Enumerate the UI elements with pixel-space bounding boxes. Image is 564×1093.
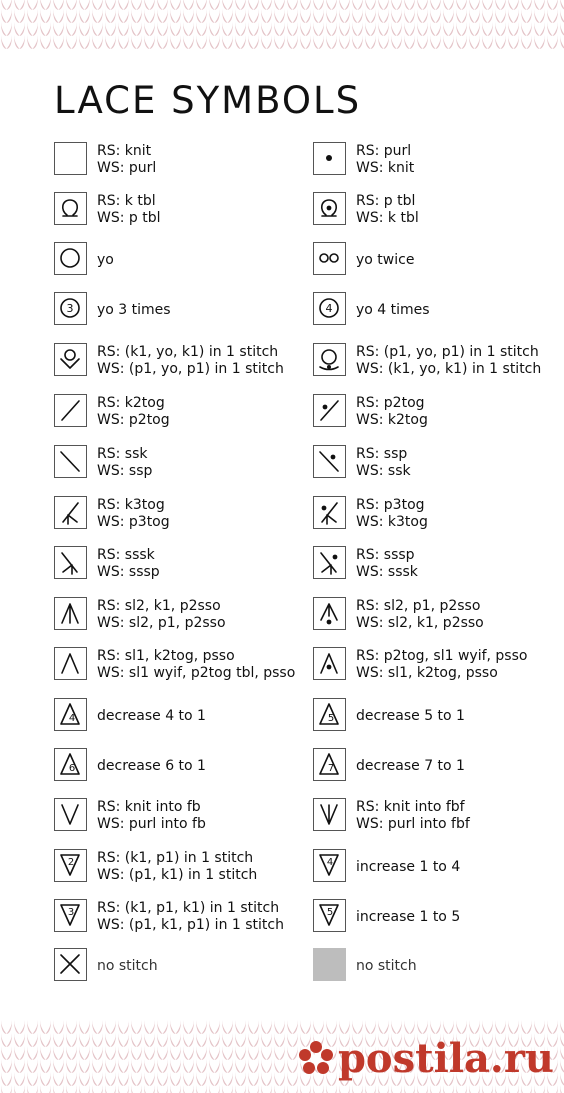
- legend-entry: [54, 595, 314, 635]
- symbol-description: [356, 140, 564, 180]
- legend-entry: [54, 494, 314, 534]
- symbol-description: [356, 190, 564, 230]
- legend-entry: [313, 645, 564, 685]
- knit-fbf-icon: [313, 798, 346, 831]
- symbol-description: [97, 544, 312, 584]
- symbol-description: [356, 746, 564, 786]
- description-line: RS: sl2, k1, p2sso: [97, 598, 221, 614]
- description-line: RS: k tbl: [97, 193, 156, 209]
- legend-row: [0, 946, 564, 986]
- svg-text:4: 4: [68, 713, 76, 724]
- description-line: RS: knit into fbf: [356, 799, 465, 815]
- symbol-description: [356, 443, 564, 483]
- legend-entry: [54, 746, 314, 786]
- description-line: RS: ssp: [356, 446, 408, 462]
- symbol-description: [97, 696, 312, 736]
- description-line: WS: k tbl: [356, 210, 419, 226]
- description-line: increase 1 to 5: [356, 908, 461, 925]
- legend-row: [0, 595, 564, 635]
- symbol-description: [97, 140, 312, 180]
- increase-five-icon: [313, 899, 346, 932]
- description-line: no stitch: [356, 957, 417, 974]
- symbol-description: [356, 240, 564, 280]
- symbol-description: [97, 796, 312, 836]
- left-slant-icon: [54, 445, 87, 478]
- increase-two-icon: [54, 849, 87, 882]
- legend-row: [0, 796, 564, 836]
- watermark-text: postila.ru: [337, 1034, 554, 1082]
- description-line: RS: p2tog: [356, 395, 425, 411]
- symbol-description: [356, 645, 564, 685]
- decrease-six-icon: [54, 748, 87, 781]
- description-line: WS: (p1, k1, p1) in 1 stitch: [97, 917, 284, 933]
- svg-text:7: 7: [327, 763, 335, 774]
- description-line: WS: sl1, k2tog, psso: [356, 665, 498, 681]
- description-line: WS: k3tog: [356, 514, 428, 530]
- legend-entry: [313, 190, 564, 230]
- description-line: WS: (p1, k1) in 1 stitch: [97, 867, 258, 883]
- description-line: WS: purl into fbf: [356, 816, 470, 832]
- description-line: yo 3 times: [97, 301, 171, 318]
- symbol-description: [97, 190, 312, 230]
- twisted-loop-icon: [54, 192, 87, 225]
- knit-fb-icon: [54, 798, 87, 831]
- legend-entry: [54, 341, 314, 381]
- k3tog-icon: [54, 496, 87, 529]
- legend-row: [0, 897, 564, 937]
- description-line: RS: ssk: [97, 446, 148, 462]
- description-line: no stitch: [97, 957, 158, 974]
- svg-text:5: 5: [326, 907, 334, 918]
- description-line: WS: purl into fb: [97, 816, 206, 832]
- legend-entry: [54, 240, 314, 280]
- knit-pattern-top: [0, 0, 564, 52]
- symbol-description: [356, 392, 564, 432]
- description-line: WS: knit: [356, 160, 415, 176]
- decrease-seven-icon: [313, 748, 346, 781]
- description-line: decrease 4 to 1: [97, 707, 206, 724]
- legend-entry: [313, 494, 564, 534]
- svg-text:2: 2: [67, 857, 75, 868]
- blank-square-icon: [54, 142, 87, 175]
- legend-entry: [54, 645, 314, 685]
- symbol-description: [356, 494, 564, 534]
- sssp-icon: [313, 546, 346, 579]
- legend-row: [0, 392, 564, 432]
- description-line: RS: knit into fb: [97, 799, 201, 815]
- legend-entry: [54, 897, 314, 937]
- legend-entry: [313, 847, 564, 887]
- sl1-k2tog-psso-icon: [54, 647, 87, 680]
- legend-row: [0, 190, 564, 230]
- symbol-description: [356, 341, 564, 381]
- description-line: RS: (k1, p1) in 1 stitch: [97, 850, 254, 866]
- legend-entry: [54, 392, 314, 432]
- legend-row: [0, 847, 564, 887]
- description-line: decrease 6 to 1: [97, 757, 206, 774]
- symbol-description: [97, 240, 312, 280]
- description-line: RS: sl1, k2tog, psso: [97, 648, 235, 664]
- legend-row: [0, 696, 564, 736]
- symbol-description: [97, 494, 312, 534]
- legend-entry: [54, 140, 314, 180]
- description-line: RS: sssk: [97, 547, 155, 563]
- p1-yo-p1-icon: [313, 343, 346, 376]
- legend-row: [0, 290, 564, 330]
- symbol-description: [97, 897, 312, 937]
- description-line: WS: (p1, yo, p1) in 1 stitch: [97, 361, 284, 377]
- page-title: LACE SYMBOLS: [54, 79, 362, 122]
- double-circle-icon: [313, 242, 346, 275]
- legend-entry: [313, 240, 564, 280]
- description-line: RS: p3tog: [356, 497, 425, 513]
- k1-yo-k1-icon: [54, 343, 87, 376]
- decrease-four-icon: [54, 698, 87, 731]
- description-line: decrease 5 to 1: [356, 707, 465, 724]
- description-line: RS: sl2, p1, p2sso: [356, 598, 481, 614]
- circle-three-icon: [54, 292, 87, 325]
- legend-row: [0, 645, 564, 685]
- description-line: WS: p tbl: [97, 210, 161, 226]
- description-line: RS: (k1, p1, k1) in 1 stitch: [97, 900, 280, 916]
- svg-text:4: 4: [326, 857, 334, 868]
- legend-row: [0, 240, 564, 280]
- description-line: yo twice: [356, 251, 415, 268]
- description-line: RS: sssp: [356, 547, 415, 563]
- legend-row: [0, 341, 564, 381]
- symbol-description: [97, 290, 312, 330]
- legend-row: [0, 494, 564, 534]
- symbol-description: [97, 645, 312, 685]
- dot-icon: [313, 142, 346, 175]
- svg-text:5: 5: [327, 713, 335, 724]
- symbol-description: [356, 290, 564, 330]
- description-line: RS: k2tog: [97, 395, 165, 411]
- sl2-k1-p2sso-icon: [54, 597, 87, 630]
- knit-stitch-graphic: [0, 0, 564, 52]
- right-slant-dot-icon: [313, 394, 346, 427]
- legend-row: [0, 544, 564, 584]
- description-line: RS: knit: [97, 143, 152, 159]
- increase-three-icon: [54, 899, 87, 932]
- symbol-description: [97, 946, 312, 986]
- legend-entry: [313, 140, 564, 180]
- description-line: decrease 7 to 1: [356, 757, 465, 774]
- svg-text:3: 3: [67, 907, 75, 918]
- description-line: yo 4 times: [356, 301, 430, 318]
- symbol-description: [97, 341, 312, 381]
- description-line: RS: (p1, yo, p1) in 1 stitch: [356, 344, 539, 360]
- description-line: WS: sl2, p1, p2sso: [97, 615, 226, 631]
- description-line: yo: [97, 251, 114, 268]
- description-line: RS: (k1, yo, k1) in 1 stitch: [97, 344, 279, 360]
- description-line: WS: sssk: [356, 564, 418, 580]
- legend-entry: [54, 696, 314, 736]
- description-line: RS: purl: [356, 143, 412, 159]
- legend-entry: [313, 392, 564, 432]
- svg-text:4: 4: [325, 302, 333, 315]
- description-line: RS: p tbl: [356, 193, 416, 209]
- description-line: RS: k3tog: [97, 497, 165, 513]
- legend-entry: [313, 341, 564, 381]
- legend-entry: [313, 443, 564, 483]
- legend-row: [0, 746, 564, 786]
- legend-row: [0, 443, 564, 483]
- symbol-description: [97, 443, 312, 483]
- svg-text:6: 6: [68, 763, 76, 774]
- description-line: WS: p2tog: [97, 412, 170, 428]
- symbol-description: [97, 392, 312, 432]
- sssk-icon: [54, 546, 87, 579]
- circle-icon: [54, 242, 87, 275]
- symbol-description: [356, 897, 564, 937]
- legend-entry: [54, 847, 314, 887]
- description-line: increase 1 to 4: [356, 858, 461, 875]
- legend-row: [0, 140, 564, 180]
- symbol-description: [97, 746, 312, 786]
- legend-entry: [313, 746, 564, 786]
- description-line: WS: sl2, k1, p2sso: [356, 615, 484, 631]
- legend-entry: [313, 897, 564, 937]
- symbol-description: [356, 946, 564, 986]
- description-line: RS: p2tog, sl1 wyif, psso: [356, 648, 528, 664]
- description-line: WS: ssk: [356, 463, 411, 479]
- description-line: WS: k2tog: [356, 412, 428, 428]
- decrease-five-icon: [313, 698, 346, 731]
- legend-entry: [313, 595, 564, 635]
- legend-entry: [313, 946, 564, 986]
- symbol-description: [356, 796, 564, 836]
- description-line: WS: purl: [97, 160, 157, 176]
- legend-entry: [313, 290, 564, 330]
- symbol-description: [356, 595, 564, 635]
- symbol-description: [356, 544, 564, 584]
- left-slant-dot-icon: [313, 445, 346, 478]
- description-line: WS: ssp: [97, 463, 153, 479]
- legend-entry: [54, 190, 314, 230]
- twisted-loop-dot-icon: [313, 192, 346, 225]
- symbol-description: [97, 847, 312, 887]
- no-stitch-x-icon: [54, 948, 87, 981]
- watermark: [296, 1030, 554, 1086]
- legend-entry: [313, 696, 564, 736]
- symbol-description: [356, 847, 564, 887]
- svg-text:3: 3: [66, 302, 74, 315]
- p2tog-sl1-psso-icon: [313, 647, 346, 680]
- legend-entry: [54, 290, 314, 330]
- sl2-p1-p2sso-icon: [313, 597, 346, 630]
- legend-entry: [54, 946, 314, 986]
- increase-four-icon: [313, 849, 346, 882]
- p3tog-icon: [313, 496, 346, 529]
- description-line: WS: sl1 wyif, p2tog tbl, psso: [97, 665, 296, 681]
- description-line: WS: sssp: [97, 564, 160, 580]
- legend-entry: [54, 544, 314, 584]
- description-line: WS: p3tog: [97, 514, 170, 530]
- symbol-description: [97, 595, 312, 635]
- legend-entry: [313, 544, 564, 584]
- legend-entry: [54, 796, 314, 836]
- right-slant-icon: [54, 394, 87, 427]
- no-stitch-gray-icon: [313, 948, 346, 981]
- legend-entry: [54, 443, 314, 483]
- symbol-description: [356, 696, 564, 736]
- flower-logo-icon: [296, 1038, 336, 1078]
- description-line: WS: (k1, yo, k1) in 1 stitch: [356, 361, 542, 377]
- legend-entry: [313, 796, 564, 836]
- circle-four-icon: [313, 292, 346, 325]
